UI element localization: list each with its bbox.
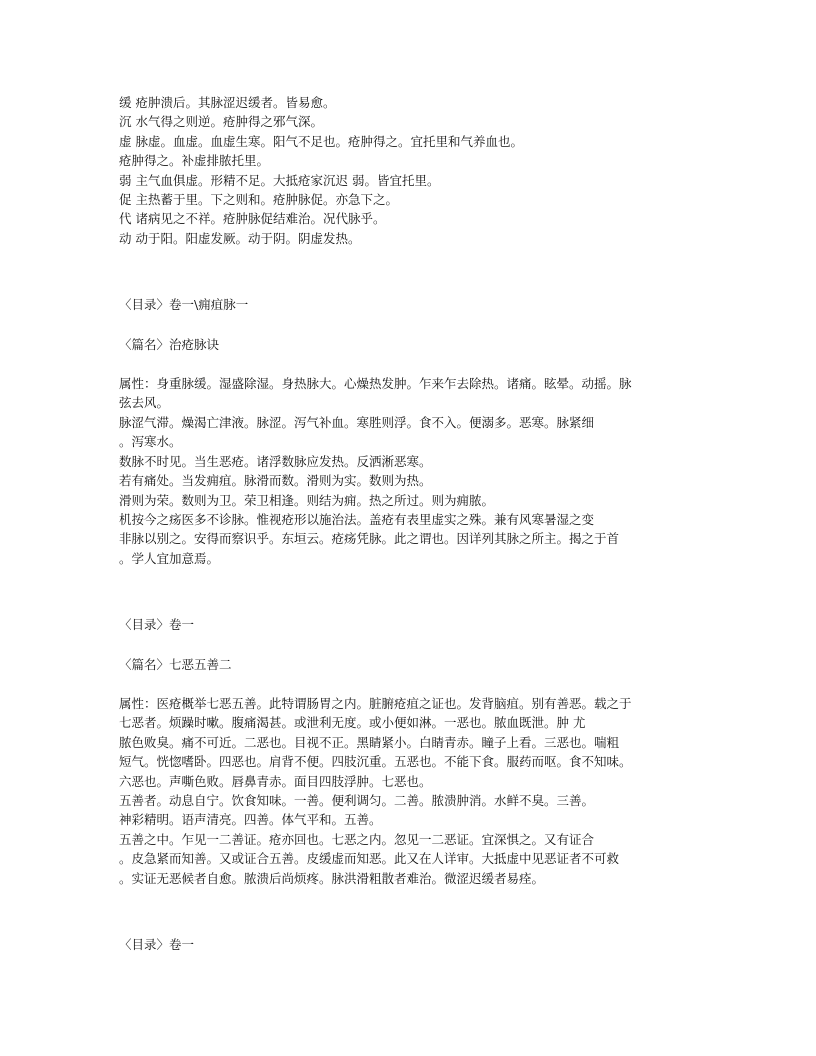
text-line: 六恶也。声嘶色败。唇鼻青赤。面目四肢浮肿。七恶也。 (119, 773, 432, 789)
text-line: 滑则为荣。数则为卫。荣卫相逢。则结为痈。热之所过。则为痈脓。 (119, 492, 495, 508)
spacer (119, 568, 699, 615)
text-line: 数脉不时见。当生恶疮。诸浮数脉应发热。反洒淅恶寒。 (119, 453, 432, 469)
spacer (119, 635, 699, 655)
text-line: 促 主热蓄于里。下之则和。疮肿脉促。亦急下之。 (119, 192, 398, 208)
chapter-section-seven-evils (119, 615, 699, 888)
text-line: 弦去风。 (119, 395, 170, 411)
spacer (119, 248, 699, 295)
catalog-heading: 〈目录〉卷一 (119, 937, 195, 952)
text-line: 脓色败臭。痛不可近。二恶也。目视不正。黑睛紧小。白睛青赤。瞳子上看。三恶也。喘粗 (119, 734, 620, 750)
spacer (119, 315, 699, 335)
text-line: 机按今之疡医多不诊脉。惟视疮形以施治法。盖疮有表里虚实之殊。兼有风寒暑湿之变 (119, 511, 595, 527)
text-line: 。泻寒水。 (119, 434, 182, 450)
text-line: 。实证无恶候者自愈。脓溃后尚烦疼。脉洪滑粗散者难治。微涩迟缓者易痊。 (119, 870, 545, 886)
text-line: 。学人宜加意焉。 (119, 550, 220, 566)
chapter-section-pulse (119, 295, 699, 568)
catalog-heading: 〈目录〉卷一 (119, 617, 195, 633)
text-line: 缓 疮肿溃后。其脉涩迟缓者。皆易愈。 (119, 95, 336, 110)
catalog-heading: 〈目录〉卷一\痈疽脉一 (119, 297, 249, 313)
text-line: 短气。恍惚嗜卧。四恶也。肩背不便。四肢沉重。五恶也。不能下食。服药而呕。食不知味。 (119, 754, 632, 770)
text-line: 七恶者。烦躁时嗽。腹痛渴甚。或泄利无度。或小便如淋。一恶也。脓血既泄。肿 尤 (119, 715, 586, 731)
text-line: 五善之中。乍见一二善证。疮亦回也。七恶之内。忽见一二恶证。宜深惧之。又有证合 (119, 831, 595, 847)
pulse-list-section (119, 93, 699, 248)
document-content (119, 93, 699, 954)
spacer (119, 674, 699, 694)
text-line: 五善者。动息自宁。饮食知味。一善。便利调匀。二善。脓溃肿消。水鲜不臭。三善。 (119, 792, 595, 808)
text-line: 神彩精明。语声清亮。四善。体气平和。五善。 (119, 812, 382, 828)
spacer (119, 354, 699, 374)
text-line: 疮肿得之。补虚排脓托里。 (119, 153, 270, 169)
text-line: 属性：身重脉缓。湿盛除湿。身热脉大。心燥热发肿。乍来乍去除热。诸痛。眩晕。动摇。脉 (119, 376, 632, 392)
text-line: 代 诸病见之不祥。疮肿脉促结难治。况代脉乎。 (119, 211, 386, 227)
text-line: 脉涩气滞。燥渴亡津液。脉涩。泻气补血。寒胜则浮。食不入。便溺多。恶寒。脉紧细 (119, 414, 595, 430)
text-line: 非脉以别之。安得而察识乎。东垣云。疮疡凭脉。此之谓也。因详列其脉之所主。揭之于首 (119, 531, 620, 547)
text-line: 弱 主气血俱虚。形精不足。大抵疮家沉迟 弱。皆宜托里。 (119, 172, 440, 188)
text-line: 。皮急紧而知善。又或证合五善。皮缓虚而知恶。此又在人详审。大抵虚中见恶证者不可救 (119, 851, 620, 867)
spacer (119, 888, 699, 935)
text-line: 属性：医疮概举七恶五善。此特谓肠胃之内。脏腑疮疽之证也。发背脑疽。别有善恶。载之于 (119, 695, 632, 711)
chapter-title: 〈篇名〉治疮脉诀 (119, 336, 220, 352)
chapter-section-next (119, 935, 699, 954)
text-line: 沉 水气得之则逆。疮肿得之邪气深。 (119, 114, 323, 130)
text-line: 虚 脉虚。血虚。血虚生寒。阳气不足也。疮肿得之。宜托里和气养血也。 (119, 133, 523, 149)
text-line: 若有痛处。当发痈疽。脉滑而数。滑则为实。数则为热。 (119, 473, 432, 489)
text-line: 动 动于阳。阳虚发厥。动于阴。阴虚发热。 (119, 230, 361, 246)
chapter-title: 〈篇名〉七恶五善二 (119, 656, 232, 672)
